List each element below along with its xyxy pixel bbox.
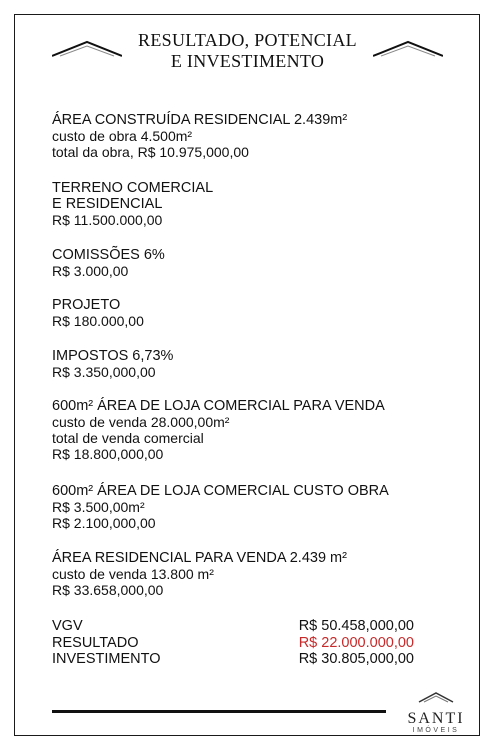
section-terreno (52, 180, 213, 228)
section-heading: E RESIDENCIAL (52, 196, 163, 212)
section-line: R$ 180.000,00 (52, 313, 144, 329)
section-heading: IMPOSTOS 6,73% (52, 348, 174, 364)
section-line: R$ 18.800,000,00 (52, 446, 164, 462)
section-impostos (52, 348, 173, 380)
section-line: total de venda comercial (52, 430, 204, 446)
summary-value: R$ 30.805,000,00 (298, 651, 414, 667)
section-line: R$ 2.100,000,00 (52, 515, 156, 531)
section-heading: COMISSÕES 6% (52, 247, 165, 263)
title-line-1: RESULTADO, POTENCIAL (138, 30, 357, 50)
section-heading: TERRENO COMERCIAL (52, 180, 214, 196)
section-comissoes (52, 247, 165, 279)
summary-label: INVESTIMENTO (52, 651, 161, 667)
section-line: R$ 33.658,000,00 (52, 582, 164, 598)
section-loja-venda (52, 398, 385, 462)
bottom-divider (52, 710, 386, 713)
logo-subtitle: IMÓVEIS (412, 727, 460, 734)
summary-label: VGV (52, 618, 83, 634)
brand-logo (396, 690, 476, 734)
page-title (0, 30, 495, 72)
logo-name: SANTI (407, 710, 465, 727)
section-heading: 600m² ÁREA DE LOJA COMERCIAL PARA VENDA (52, 398, 385, 414)
section-line: R$ 3.000,00 (52, 263, 129, 279)
summary-row-resultado (52, 635, 414, 652)
summary-row-investimento (52, 651, 414, 668)
summary-value: R$ 50.458,000,00 (298, 618, 414, 634)
summary-label: RESULTADO (52, 634, 139, 651)
section-line: custo de venda 28.000,00m² (52, 414, 230, 430)
section-heading: 600m² ÁREA DE LOJA COMERCIAL CUSTO OBRA (52, 483, 389, 499)
section-residencial-venda (52, 550, 347, 598)
section-line: custo de obra 4.500m² (52, 128, 193, 144)
summary-table (52, 618, 414, 668)
section-line: R$ 11.500.000,00 (52, 212, 163, 228)
logo-roof-icon (418, 691, 454, 703)
title-line-2: E INVESTIMENTO (170, 51, 325, 71)
section-line: custo de venda 13.800 m² (52, 566, 214, 582)
section-area-construida (52, 112, 347, 160)
section-line: R$ 3.350,000,00 (52, 364, 156, 380)
section-heading: ÁREA CONSTRUÍDA RESIDENCIAL 2.439m² (52, 112, 348, 128)
section-loja-custo (52, 483, 389, 531)
section-projeto (52, 297, 144, 329)
section-line: total da obra, R$ 10.975,000,00 (52, 144, 249, 160)
summary-value-highlight: R$ 22.000.000,00 (298, 634, 414, 651)
section-heading: ÁREA RESIDENCIAL PARA VENDA 2.439 m² (52, 550, 347, 566)
section-heading: PROJETO (52, 297, 121, 313)
section-line: R$ 3.500,00m² (52, 499, 145, 515)
summary-row-vgv (52, 618, 414, 635)
